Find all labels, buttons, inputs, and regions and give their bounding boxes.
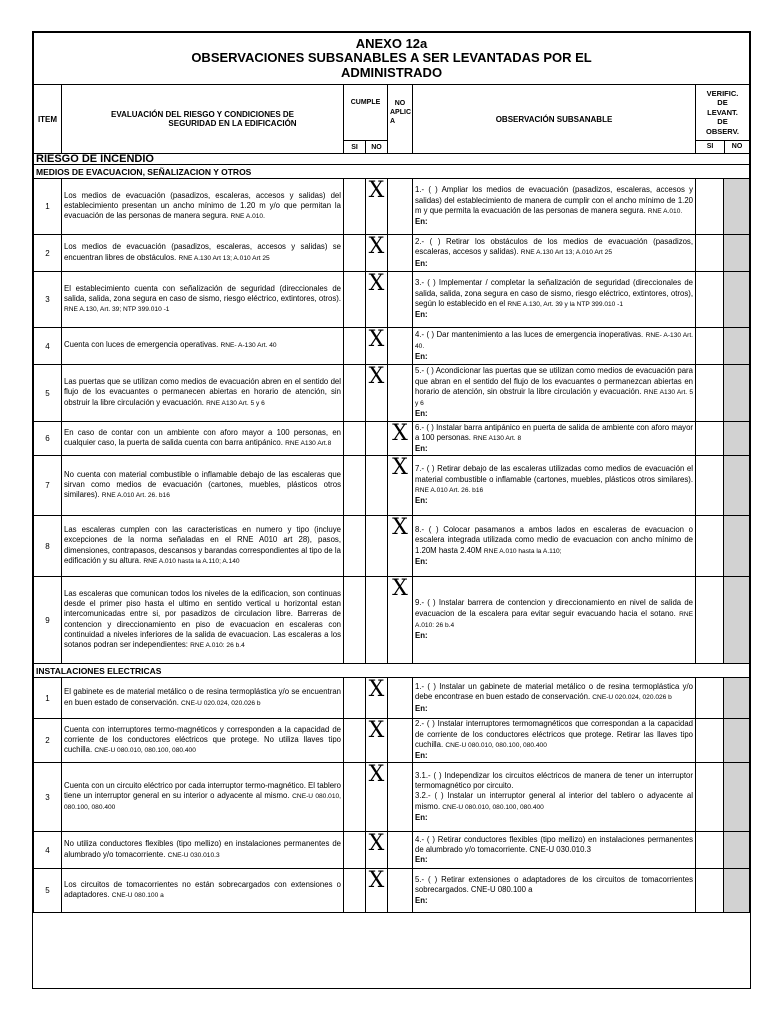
item-number: 3 (34, 763, 62, 832)
evaluation-cell (62, 456, 344, 516)
observations-table (33, 32, 750, 913)
evaluation-text: Los circuitos de tomacorrientes no están sobrecargados con extensiones o adaptadores. (64, 879, 341, 899)
verific-si-cell[interactable] (696, 719, 724, 763)
observation-reference: RNE A.010 Art. 26. b16 (415, 487, 484, 494)
header-no-aplica-3: A (390, 118, 396, 125)
cumple-no-cell[interactable] (366, 832, 388, 869)
observation-text: 4.- ( ) Dar mantenimiento a las luces de emergencia inoperativas. (415, 329, 646, 339)
title-line-2: OBSERVACIONES SUBSANABLES A SER LEVANTADAS POR EL (191, 50, 592, 66)
x-mark: X (368, 762, 385, 787)
header-evaluation (62, 85, 344, 154)
no-aplica-cell[interactable] (388, 516, 413, 577)
en-label: En: (415, 855, 428, 865)
verific-no-cell[interactable] (724, 235, 750, 272)
header-verific-cumple-block (696, 141, 750, 154)
evaluation-text: Cuenta con un circuito eléctrico por cada interruptor termo-magnético. El tablero tiene un interruptor general en su interior o adyacente al mismo. (64, 780, 341, 800)
no-aplica-cell[interactable] (388, 235, 413, 272)
annex-number: ANEXO 12a (355, 35, 428, 51)
verific-no-cell[interactable] (724, 678, 750, 719)
evaluation-reference: CNE-U 080.010, 080.100, 080.400 (94, 747, 196, 755)
evaluation-text: No cuenta con material combustible o inflamable debajo de las escaleras que sirvan como medios de evacuación (cartones, muebles, plásticos otros similares). (64, 469, 341, 500)
verific-no-cell[interactable] (724, 516, 750, 577)
no-aplica-cell[interactable] (388, 719, 413, 763)
table-row (34, 577, 750, 664)
table-row (34, 869, 750, 913)
x-mark: X (392, 515, 408, 540)
evaluation-reference: RNE A.010: 26 b.4 (190, 642, 245, 650)
no-aplica-cell[interactable] (388, 456, 413, 516)
evaluation-text: El gabinete es de material metálico o de resina termoplástica y/o se encuentran en buen estado de conservación. (64, 687, 341, 707)
observation-cell (413, 869, 696, 913)
cumple-no-cell[interactable] (366, 422, 388, 456)
verific-si-cell[interactable] (696, 577, 724, 664)
evaluation-cell (62, 832, 344, 869)
subsection-title: INSTALACIONES ELECTRICAS (34, 664, 750, 678)
verific-no-cell[interactable] (724, 179, 750, 235)
evaluation-text: Los medios de evacuación (pasadizos, escaleras, accesos y salidas) se encuentran libres de obstáculos. (64, 242, 341, 262)
cumple-no-cell[interactable] (366, 516, 388, 577)
x-mark: X (392, 421, 408, 446)
table-row (34, 179, 750, 235)
item-number: 4 (34, 832, 62, 869)
observation-cell (413, 678, 696, 719)
verific-no-cell[interactable] (724, 763, 750, 832)
x-mark: X (392, 576, 408, 601)
verific-no-cell[interactable] (724, 456, 750, 516)
verific-no-cell[interactable] (724, 365, 750, 422)
evaluation-text: El establecimiento cuenta con señalización de seguridad (direccionales de salida, salida, zona segura en caso de sismo, riesgo eléctrico, extintores, otros). (64, 283, 341, 303)
evaluation-reference: CNE-U 080.100 a (111, 892, 164, 899)
table-row (34, 272, 750, 328)
item-number: 3 (34, 272, 62, 328)
observation-reference: RNE A.010 hasta la A.110; (483, 547, 562, 555)
observation-reference: CNE-U 020.024, 020.026 b (592, 694, 672, 702)
verific-si-cell[interactable] (696, 422, 724, 456)
no-aplica-cell[interactable] (388, 678, 413, 719)
observation-text: 8.- ( ) Colocar pasamanos a ambos lados en escaleras de evacuacion o escalera integrada utilizada como medio de evacuacion con ancho mínimo de 1.20M hasta 2.40M (415, 524, 693, 555)
cumple-no-cell[interactable] (366, 365, 388, 422)
x-mark: X (368, 831, 385, 856)
en-label: En: (415, 631, 428, 641)
no-aplica-cell[interactable] (388, 365, 413, 422)
verific-no-cell[interactable] (724, 422, 750, 456)
evaluation-cell (62, 678, 344, 719)
cumple-si-cell[interactable] (344, 869, 366, 913)
evaluation-cell (62, 869, 344, 913)
verific-si-cell[interactable] (696, 516, 724, 577)
observation-cell (413, 422, 696, 456)
observation-text: 3.1.- ( ) Independizar los circuitos eléctricos de manera de tener un interruptor termomagnético por circuito. 3.2.- ( ) Instalar un interruptor general al interior del tablero o adyacente al mismo. (415, 770, 693, 811)
observation-cell (413, 235, 696, 272)
cumple-si-cell[interactable] (344, 577, 366, 664)
cumple-si-cell[interactable] (344, 832, 366, 869)
table-row (34, 422, 750, 456)
no-aplica-cell[interactable] (388, 179, 413, 235)
subsection-title: MEDIOS DE EVACUACION, SEÑALIZACION Y OTROS (34, 165, 750, 179)
item-number: 1 (34, 179, 62, 235)
evaluation-reference: CNE-U 080.010, 080.100, 080.400 (64, 792, 342, 812)
cumple-si-cell[interactable] (344, 272, 366, 328)
cumple-no-cell[interactable] (366, 577, 388, 664)
observation-text: 6.- ( ) Instalar barra antipánico en puerta de salida de ambiente con aforo mayor a 100 personas. (415, 422, 693, 442)
evaluation-cell (62, 272, 344, 328)
verific-no-cell[interactable] (724, 328, 750, 365)
observation-reference: RNE A.010. (647, 208, 683, 215)
verific-si-cell[interactable] (696, 365, 724, 422)
cumple-no-cell[interactable] (366, 235, 388, 272)
item-number: 7 (34, 456, 62, 516)
cumple-si-cell[interactable] (344, 422, 366, 456)
item-number: 5 (34, 365, 62, 422)
table-row (34, 328, 750, 365)
evaluation-reference: CNE-U 020.024, 020.026 b (181, 699, 261, 707)
header-si: SI (344, 141, 366, 154)
evaluation-text: En caso de contar con un ambiente con aforo mayor a 100 personas, en cualquier caso, la puerta de salida cuenta con barra antipánico. (64, 427, 341, 447)
header-verific-1: VERIFIC. (706, 88, 739, 98)
item-number: 8 (34, 516, 62, 577)
en-label: En: (415, 556, 428, 566)
no-aplica-cell[interactable] (388, 272, 413, 328)
table-row (34, 763, 750, 832)
header-verification (696, 85, 750, 141)
evaluation-text: No utiliza conductores flexibles (tipo mellizo) en instalaciones permanentes de alumbrado y/o tomacorriente. (64, 839, 341, 859)
cumple-si-cell[interactable] (344, 516, 366, 577)
item-number: 9 (34, 577, 62, 664)
evaluation-reference: RNE A.010 hasta la A.110; A.140 (143, 557, 240, 565)
verific-no-cell[interactable] (724, 719, 750, 763)
verific-si-cell[interactable] (696, 328, 724, 365)
evaluation-cell (62, 719, 344, 763)
observation-cell (413, 763, 696, 832)
en-label: En: (415, 895, 428, 905)
evaluation-text: Cuenta con luces de emergencia operativas. (64, 340, 221, 350)
item-number: 5 (34, 869, 62, 913)
cumple-no-cell[interactable] (366, 272, 388, 328)
verific-si-cell[interactable] (696, 456, 724, 516)
evaluation-cell (62, 235, 344, 272)
header-item: ITEM (34, 85, 62, 154)
header-verific-3: LEVANT. (707, 107, 738, 117)
header-cumple: CUMPLE (344, 85, 388, 141)
observation-cell (413, 365, 696, 422)
header-evaluation-line-2: SEGURIDAD EN LA EDIFICACIÓN (168, 119, 297, 128)
header-no-aplica-2: APLIC (390, 109, 411, 116)
header-no-aplica (388, 85, 413, 154)
cumple-no-cell[interactable] (366, 328, 388, 365)
evaluation-text: Las puertas que se utilizan como medios de evacuación abren en el sentido del flujo de los evacuantes o permanecen abiertas en horario de atención, sin obstruir la libre circulación y evacuación. (64, 377, 341, 407)
en-label: En: (415, 703, 428, 713)
evaluation-cell (62, 365, 344, 422)
cumple-si-cell[interactable] (344, 678, 366, 719)
verific-si-cell[interactable] (696, 272, 724, 328)
observation-text: 2.- ( ) Retirar los obstáculos de los medios de evacuación (pasadizos, escaleras, accesos y salidas). (415, 237, 693, 257)
verific-no-cell[interactable] (724, 869, 750, 913)
observation-cell (413, 719, 696, 763)
observation-text: 1.- ( ) Instalar un gabinete de material metálico o de resina termoplástica y/o debe encontrase en buen estado de conservación. (415, 682, 693, 702)
item-number: 1 (34, 678, 62, 719)
evaluation-reference: RNE A.130, Art. 39; NTP 399.010 -1 (64, 306, 170, 314)
item-number: 4 (34, 328, 62, 365)
evaluation-cell (62, 516, 344, 577)
verific-si-cell[interactable] (696, 763, 724, 832)
item-number: 6 (34, 422, 62, 456)
header-verific-no: NO (731, 143, 743, 150)
verific-no-cell[interactable] (724, 272, 750, 328)
x-mark: X (368, 234, 385, 259)
observation-text: 9.- ( ) Instalar barrera de contencion y direccionamiento en nivel de salida de evacuacion de la escalera para evitar seguir evacuando hacia el sotano. (415, 598, 693, 618)
en-label: En: (415, 352, 428, 362)
subsection-row (34, 664, 750, 678)
observation-cell (413, 516, 696, 577)
table-row (34, 235, 750, 272)
x-mark: X (368, 364, 385, 389)
document-title (34, 33, 750, 85)
evaluation-reference: CNE-U 030.010.3 (167, 851, 220, 859)
table-row (34, 456, 750, 516)
table-row (34, 516, 750, 577)
en-label: En: (415, 496, 428, 506)
cumple-no-cell[interactable] (366, 763, 388, 832)
table-row (34, 719, 750, 763)
observation-text: 5.- ( ) Acondicionar las puertas que se utilizan como medios de evacuación para que abran en el sentido del flujo de los evacuantes o permanezcan abiertas en horario de atención, sin obstruir la libre circulación y evacuación. (415, 366, 693, 396)
evaluation-reference: RNE- A-130 Art. 40 (220, 342, 277, 350)
item-number: 2 (34, 719, 62, 763)
evaluation-cell (62, 763, 344, 832)
evaluation-reference: RNE A.010. (230, 213, 265, 221)
cumple-si-cell[interactable] (344, 763, 366, 832)
header-observacion: OBSERVACIÓN SUBSANABLE (413, 85, 696, 154)
section-title: RIESGO DE INCENDIO (34, 154, 750, 165)
evaluation-reference: RNE A130 Art. 5 y 6 (206, 399, 265, 407)
observation-text: 3.- ( ) Implementar / completar la señalización de seguridad (direccionales de salida, salida, zona segura en caso de sismo, riesgo eléctrico, extintores, otros), según lo establecido en el (415, 278, 693, 308)
title-line-3: ADMINISTRADO (340, 64, 443, 80)
observation-cell (413, 272, 696, 328)
subsection-row (34, 165, 750, 179)
no-aplica-cell[interactable] (388, 763, 413, 832)
evaluation-cell (62, 422, 344, 456)
observation-cell (413, 577, 696, 664)
cumple-no-cell[interactable] (366, 719, 388, 763)
observation-reference: RNE A.130, Art. 39 y la NTP 399.010 -1 (507, 301, 624, 308)
x-mark: X (368, 271, 385, 296)
cumple-no-cell[interactable] (366, 678, 388, 719)
verific-si-cell[interactable] (696, 179, 724, 235)
annex-form (32, 31, 751, 989)
no-aplica-cell[interactable] (388, 328, 413, 365)
en-label: En: (415, 812, 428, 822)
observation-text: 1.- ( ) Ampliar los medios de evacuación (pasadizos, escaleras, accesos y salidas) del establecimiento de manera de cumplir con el ancho mínimo de 1.20 m y que permita la evacuación de las personas de manera segura. (415, 185, 693, 215)
header-verific-2: DE (717, 98, 728, 108)
observation-cell (413, 456, 696, 516)
observation-cell (413, 328, 696, 365)
en-label: En: (415, 258, 428, 268)
evaluation-reference: RNE A130 Art.8 (285, 440, 332, 447)
observation-text: 4.- ( ) Retirar conductores flexibles (tipo mellizo) en instalaciones permanentes de alumbrado y/o tomacorriente. CNE-U 030.010.3 (415, 834, 693, 854)
evaluation-reference: RNE A.130 Art 13; A.010 Art 25 (178, 254, 270, 262)
en-label: En: (415, 751, 428, 761)
no-aplica-cell[interactable] (388, 832, 413, 869)
header-verific-5: OBSERV. (706, 126, 739, 136)
header-no: NO (366, 141, 388, 154)
header-verific-si: SI (696, 141, 725, 153)
x-mark: X (368, 718, 385, 743)
observation-reference: RNE A130 Art. 5 y 6 (415, 388, 693, 408)
no-aplica-cell[interactable] (388, 422, 413, 456)
verific-no-cell[interactable] (724, 577, 750, 664)
header-evaluation-line-1: EVALUACIÓN DEL RIESGO Y CONDICIONES DE (111, 110, 294, 119)
observation-reference: RNE- A-130 Art. 40. (415, 331, 693, 350)
evaluation-text: Cuenta con interruptores termo-magnéticos y corresponden a la capacidad de corriente de los conductores eléctricos que protege. No utiliza llaves tipo cuchilla. (64, 724, 341, 755)
x-mark: X (368, 677, 385, 702)
observation-text: 7.- ( ) Retirar debajo de las escaleras utilizadas como medios de evacuación el material combustible o inflamable (cartones, muebles, plásticos otros similares). (415, 464, 693, 484)
en-label: En: (415, 444, 428, 454)
cumple-no-cell[interactable] (366, 869, 388, 913)
cumple-si-cell[interactable] (344, 456, 366, 516)
cumple-si-cell[interactable] (344, 235, 366, 272)
verific-si-cell[interactable] (696, 869, 724, 913)
cumple-si-cell[interactable] (344, 365, 366, 422)
table-row (34, 832, 750, 869)
cumple-si-cell[interactable] (344, 179, 366, 235)
verific-si-cell[interactable] (696, 235, 724, 272)
item-number: 2 (34, 235, 62, 272)
en-label: En: (415, 310, 428, 320)
table-row (34, 365, 750, 422)
observation-text: 2.- ( ) Instalar interruptores termomagnéticos que correspondan a la capacidad de corriente de los conductores eléctricos que protege. Retirar las llaves tipo cuchilla. (415, 719, 693, 749)
cumple-si-cell[interactable] (344, 719, 366, 763)
observation-cell (413, 832, 696, 869)
cumple-no-cell[interactable] (366, 179, 388, 235)
en-label: En: (415, 217, 428, 227)
observation-cell (413, 179, 696, 235)
evaluation-cell (62, 179, 344, 235)
evaluation-text: Las escaleras que comunican todos los niveles de la edificacion, son continuas desde el primer piso hasta el ultimo en sentido vertical u horizontal estan intercomunicadas entre si, por pasadizos de circulacion libre. Barreras de contencion y direccionamiento en piso de evacuacion en escaleras con continuidad a niveles inferiores de la salida de evacuacion. Las escaleras a los sotanos podran ser independientes: (64, 588, 341, 650)
observation-text: 5.- ( ) Retirar extensiones o adaptadores de los circuitos de tomacorrientes sobrecargados. CNE-U 080.100 a (415, 875, 693, 895)
x-mark: X (368, 178, 385, 203)
header-verific-si-no (696, 141, 749, 153)
verific-si-cell[interactable] (696, 832, 724, 869)
header-verific-4: DE (717, 117, 728, 127)
x-mark: X (368, 868, 385, 893)
observation-reference: RNE A.130 Art 13; A.010 Art 25 (520, 249, 613, 257)
no-aplica-cell[interactable] (388, 577, 413, 664)
observation-reference: RNE A.010: 26 b.4 (415, 610, 693, 629)
evaluation-text: Las escaleras cumplen con las caracteristicas en numero y tipo (incluye excepciones de la norma señaladas en el RNE A010 art 28), pasos, dimensiones, contrapasos, descansos y barandas correspondientes al tipo de la edificación y su altura. (64, 524, 341, 565)
cumple-si-cell[interactable] (344, 328, 366, 365)
verific-si-cell[interactable] (696, 678, 724, 719)
verific-no-cell[interactable] (724, 832, 750, 869)
evaluation-text: Los medios de evacuación (pasadizos, escaleras, accesos y salidas) del establecimiento presentan un ancho mínimo de 1.20 m y/o que permitan la evacuación de las personas de manera segura. (64, 190, 341, 221)
evaluation-cell (62, 577, 344, 664)
evaluation-reference: RNE A.010 Art. 26. b16 (101, 492, 170, 500)
en-label: En: (415, 409, 428, 419)
observation-reference: RNE A130 Art. 8 (473, 434, 522, 442)
observation-reference: CNE-U 080.010, 080.100, 080.400 (445, 742, 547, 749)
table-row (34, 678, 750, 719)
header-no-aplica-1: NO (394, 100, 406, 107)
observation-reference: CNE-U 080.010, 080.100, 080.400 (442, 803, 544, 811)
cumple-no-cell[interactable] (366, 456, 388, 516)
x-mark: X (392, 455, 408, 480)
x-mark: X (368, 327, 385, 352)
evaluation-cell (62, 328, 344, 365)
no-aplica-cell[interactable] (388, 869, 413, 913)
